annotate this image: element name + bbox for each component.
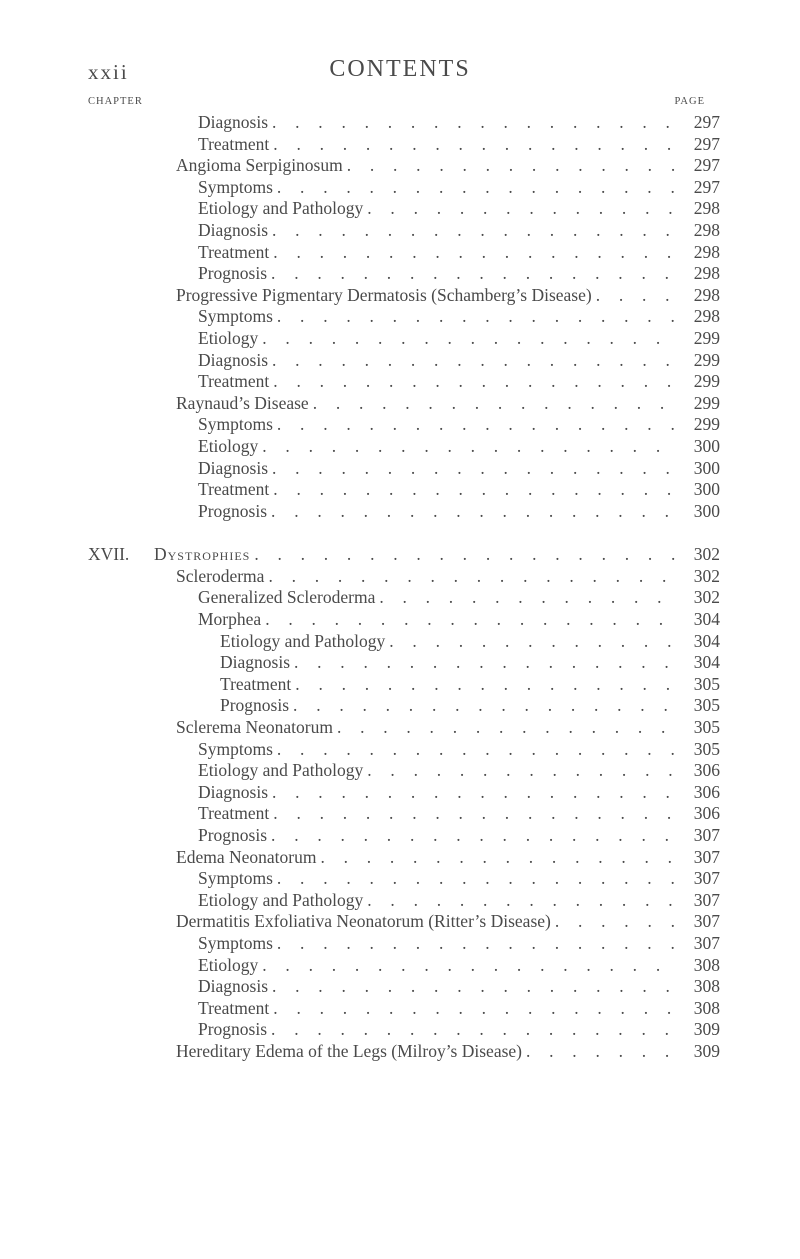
toc-entry-page: 300 <box>693 479 720 500</box>
dot-leader <box>267 1019 676 1041</box>
toc-entry-title: Treatment <box>198 997 270 1018</box>
toc-entry-line <box>198 825 720 847</box>
toc-entry-line <box>198 306 720 328</box>
toc-entry-line <box>198 479 720 501</box>
toc-entry-page: 307 <box>693 932 720 953</box>
dot-leader <box>268 220 676 242</box>
dot-leader <box>289 695 676 717</box>
dot-leader <box>290 652 676 674</box>
dot-leader <box>316 847 676 869</box>
toc-entry-page: 302 <box>693 565 720 586</box>
toc-entry <box>0 242 800 264</box>
toc-entry-title: Symptoms <box>198 738 273 759</box>
toc-entry-page: 298 <box>693 198 720 219</box>
toc-entry <box>0 436 800 458</box>
toc-entry-page: 308 <box>693 954 720 975</box>
toc-entry-line <box>198 782 720 804</box>
toc-entry <box>0 414 800 436</box>
toc-entry <box>0 263 800 285</box>
toc-entry-page: 298 <box>693 306 720 327</box>
toc-entry-line <box>198 933 720 955</box>
toc-entry-title: Angioma Serpiginosum <box>176 155 343 176</box>
toc-entry-page: 300 <box>693 435 720 456</box>
toc-entry-title: Diagnosis <box>198 219 268 240</box>
toc-entry-line <box>176 393 720 415</box>
dot-leader <box>592 285 676 307</box>
dot-leader <box>269 242 676 264</box>
toc-entry-title: Symptoms <box>198 932 273 953</box>
toc-entry-title: Prognosis <box>220 695 290 716</box>
toc-entry-page: 300 <box>693 457 720 478</box>
toc-entry-page: 299 <box>693 414 720 435</box>
toc-entry-line <box>198 458 720 480</box>
toc-entry-line <box>198 220 720 242</box>
toc-entry-line <box>198 587 720 609</box>
toc-entry <box>0 847 800 869</box>
toc-entry <box>0 803 800 825</box>
toc-entry-page: 297 <box>693 176 720 197</box>
toc-entry-page: 306 <box>693 781 720 802</box>
dot-leader <box>522 1041 676 1063</box>
dot-leader <box>258 955 676 977</box>
toc-entry <box>0 695 800 717</box>
toc-entry-line <box>198 328 720 350</box>
toc-entry-title: Diagnosis <box>220 652 290 673</box>
toc-entry-line <box>198 501 720 523</box>
toc-entry-title: Symptoms <box>198 868 273 889</box>
toc-entry-page: 308 <box>693 976 720 997</box>
dot-leader <box>267 501 676 523</box>
dot-leader <box>268 976 676 998</box>
toc-entry-page: 305 <box>693 695 720 716</box>
toc-entry-line <box>198 976 720 998</box>
toc-entry-line <box>220 695 720 717</box>
dot-leader <box>269 998 676 1020</box>
toc-entry-line <box>198 868 720 890</box>
toc-entry-line <box>198 760 720 782</box>
toc-entry-line <box>220 631 720 653</box>
toc-entry <box>0 371 800 393</box>
dot-leader <box>269 803 676 825</box>
toc-entry-title: Etiology <box>198 954 259 975</box>
toc-entry <box>0 501 800 523</box>
toc-entry <box>0 739 800 761</box>
toc-entry-title: Dermatitis Exfoliativa Neonatorum (Ritter’s Disease) <box>176 911 551 932</box>
toc-entry-line <box>198 955 720 977</box>
toc-entry-line <box>198 998 720 1020</box>
toc-entry <box>0 955 800 977</box>
toc-entry <box>0 1019 800 1041</box>
toc-entry-line <box>198 739 720 761</box>
page-column-label: PAGE <box>674 96 705 107</box>
toc-entry-line <box>220 652 720 674</box>
toc-entry-title: Progressive Pigmentary Dermatosis (Schamberg’s Disease) <box>176 284 592 305</box>
toc-entry-title: Prognosis <box>198 263 268 284</box>
toc-entry <box>0 911 800 933</box>
dot-leader <box>273 868 676 890</box>
toc-entry-title: Diagnosis <box>198 349 268 370</box>
toc-entry-title: Treatment <box>198 803 270 824</box>
dot-leader <box>309 393 676 415</box>
toc-entry-page: 304 <box>693 609 720 630</box>
toc-entry-title: Etiology and Pathology <box>220 630 386 651</box>
toc-entry-title: Symptoms <box>198 414 273 435</box>
dot-leader <box>273 739 676 761</box>
toc-entry <box>0 1041 800 1063</box>
toc-entry-page: 297 <box>693 155 720 176</box>
toc-entry <box>0 112 800 134</box>
toc-entry-page: 298 <box>693 263 720 284</box>
toc-entry-title: Symptoms <box>198 176 273 197</box>
toc-entry <box>0 717 800 739</box>
toc-entry-page: 304 <box>693 652 720 673</box>
toc-entry-line <box>198 890 720 912</box>
toc-entry-page: 309 <box>693 1019 720 1040</box>
toc-entry-page: 299 <box>693 327 720 348</box>
toc-entry-page: 307 <box>693 868 720 889</box>
toc-entry <box>0 652 800 674</box>
toc-entry-page: 299 <box>693 349 720 370</box>
dot-leader <box>268 112 676 134</box>
toc-entry-page: 309 <box>693 1040 720 1061</box>
toc-entry-page: 307 <box>693 911 720 932</box>
dot-leader <box>363 890 676 912</box>
toc-entry-page: 307 <box>693 825 720 845</box>
toc-entry-line <box>176 566 720 588</box>
toc-entry-title: Etiology and Pathology <box>198 889 364 910</box>
dot-leader <box>268 458 676 480</box>
toc-entry <box>0 998 800 1020</box>
toc-entry-title: Diagnosis <box>198 112 268 132</box>
toc-entry-line <box>176 155 720 177</box>
dot-leader <box>333 717 676 739</box>
toc-entry-page: 307 <box>693 889 720 910</box>
toc-entry-title: Prognosis <box>198 500 268 521</box>
toc-entry-page: 299 <box>693 371 720 392</box>
dot-leader <box>267 825 676 847</box>
page-number: xxii <box>88 60 129 84</box>
toc-entry-line <box>198 198 720 220</box>
chapter-number: XVII. <box>88 544 130 565</box>
toc-entry <box>0 544 800 566</box>
dot-leader <box>261 609 676 631</box>
toc-entry-page: 308 <box>693 997 720 1018</box>
toc-entry-page: 297 <box>693 133 720 154</box>
toc-entry <box>0 566 800 588</box>
toc-entry-title: Treatment <box>220 673 292 694</box>
toc-entry-page: 298 <box>693 284 720 305</box>
toc-entry-title: Hereditary Edema of the Legs (Milroy’s Disease) <box>176 1040 522 1061</box>
toc-entry-line <box>198 350 720 372</box>
toc-entry-line <box>198 134 720 156</box>
dot-leader <box>268 782 676 804</box>
dot-leader <box>551 911 676 933</box>
toc-entry-line <box>176 285 720 307</box>
toc-entry-title: Treatment <box>198 241 270 262</box>
toc-entry-page: 302 <box>693 587 720 608</box>
toc-entry-page: 304 <box>693 630 720 651</box>
chapter-column-label: CHAPTER <box>88 96 143 107</box>
dot-leader <box>363 198 676 220</box>
toc-entry-title: Prognosis <box>198 1019 268 1040</box>
toc-entry <box>0 976 800 998</box>
toc-entry-title: Dystrophies <box>154 544 251 565</box>
dot-leader <box>291 674 676 696</box>
toc-entry-title: Morphea <box>198 609 262 630</box>
toc-entry-page: 297 <box>693 112 720 132</box>
toc-entry-title: Etiology and Pathology <box>198 760 364 781</box>
toc-entry <box>0 868 800 890</box>
dot-leader <box>258 328 676 350</box>
toc-entry-title: Etiology <box>198 435 259 456</box>
toc-entry-page: 300 <box>693 500 720 521</box>
toc-entry-title: Symptoms <box>198 306 273 327</box>
toc-entry-line <box>198 436 720 458</box>
toc-entry <box>0 479 800 501</box>
toc-entry-page: 307 <box>693 846 720 867</box>
running-head: CONTENTS <box>329 56 471 82</box>
dot-leader <box>273 306 676 328</box>
toc-entry <box>0 198 800 220</box>
dot-leader <box>264 566 676 588</box>
toc-entry-line <box>176 911 720 933</box>
toc-entry <box>0 328 800 350</box>
toc-entry-line <box>198 242 720 264</box>
toc-entry <box>0 220 800 242</box>
dot-leader <box>363 760 676 782</box>
toc-entry <box>0 890 800 912</box>
toc-entry-page: 299 <box>693 392 720 413</box>
dot-leader <box>273 933 676 955</box>
dot-leader <box>269 479 676 501</box>
toc-entry-page: 302 <box>693 544 720 565</box>
toc-entry-page: 298 <box>693 219 720 240</box>
toc-entry-title: Treatment <box>198 479 270 500</box>
toc-entry <box>0 285 800 307</box>
toc-entry <box>0 587 800 609</box>
toc-entry <box>0 134 800 156</box>
toc-entry-line <box>176 1041 720 1063</box>
toc-entry-line <box>198 371 720 393</box>
toc-entry-title: Edema Neonatorum <box>176 846 317 867</box>
toc-entry-line <box>198 177 720 199</box>
toc-entry <box>0 393 800 415</box>
table-of-contents <box>0 112 800 1063</box>
toc-entry <box>0 825 800 847</box>
toc-entry-title: Diagnosis <box>198 457 268 478</box>
toc-entry <box>0 177 800 199</box>
toc-entry-title: Scleroderma <box>176 565 265 586</box>
toc-entry-title: Etiology and Pathology <box>198 198 364 219</box>
dot-leader <box>258 436 676 458</box>
toc-entry <box>0 155 800 177</box>
toc-entry-title: Diagnosis <box>198 976 268 997</box>
toc-entry-line <box>154 544 720 566</box>
dot-leader <box>385 631 676 653</box>
toc-entry-title: Treatment <box>198 133 270 154</box>
toc-entry <box>0 782 800 804</box>
toc-entry-line <box>198 1019 720 1041</box>
toc-entry <box>0 458 800 480</box>
toc-entry <box>0 350 800 372</box>
dot-leader <box>269 371 676 393</box>
toc-entry-line <box>176 847 720 869</box>
toc-entry-page: 305 <box>693 717 720 738</box>
toc-entry-page: 306 <box>693 760 720 781</box>
toc-entry <box>0 306 800 328</box>
dot-leader <box>343 155 676 177</box>
toc-entry-line <box>198 263 720 285</box>
toc-entry-line <box>220 674 720 696</box>
dot-leader <box>273 177 676 199</box>
toc-entry-line <box>198 112 720 134</box>
toc-entry-page: 305 <box>693 673 720 694</box>
toc-entry <box>0 760 800 782</box>
dot-leader <box>267 263 676 285</box>
toc-entry-title: Prognosis <box>198 825 268 845</box>
toc-entry <box>0 674 800 696</box>
toc-entry-title: Treatment <box>198 371 270 392</box>
toc-entry-title: Etiology <box>198 327 259 348</box>
toc-entry-title: Raynaud’s Disease <box>176 392 309 413</box>
toc-entry-page: 306 <box>693 803 720 824</box>
dot-leader <box>375 587 676 609</box>
toc-entry-line <box>176 717 720 739</box>
toc-entry <box>0 933 800 955</box>
toc-entry-line <box>198 803 720 825</box>
toc-entry-title: Sclerema Neonatorum <box>176 717 333 738</box>
dot-leader <box>273 414 676 436</box>
toc-entry-page: 298 <box>693 241 720 262</box>
dot-leader <box>268 350 676 372</box>
toc-entry-page: 305 <box>693 738 720 759</box>
dot-leader <box>250 544 676 566</box>
toc-entry-line <box>198 609 720 631</box>
toc-entry <box>0 631 800 653</box>
toc-entry-title: Generalized Scleroderma <box>198 587 376 608</box>
toc-entry <box>0 609 800 631</box>
toc-entry-line <box>198 414 720 436</box>
toc-entry-title: Diagnosis <box>198 781 268 802</box>
dot-leader <box>269 134 676 156</box>
